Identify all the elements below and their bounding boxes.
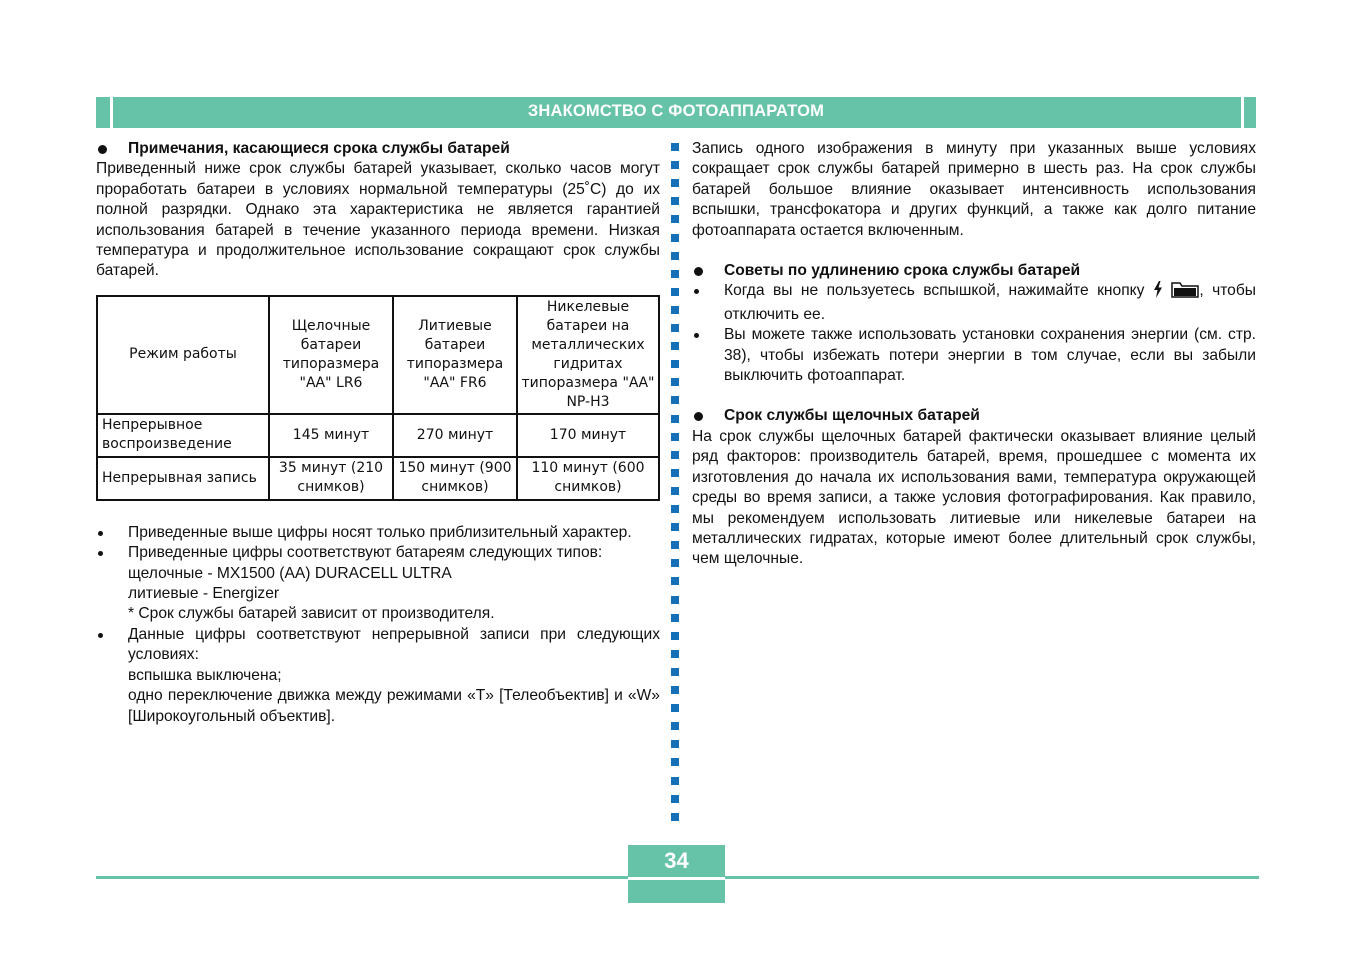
alkaline-heading: [692, 406, 1256, 426]
notes-list: [96, 523, 660, 727]
spacer: [692, 386, 1256, 406]
divider-dot: [671, 179, 679, 187]
divider-dot: [671, 360, 679, 368]
table-cell: 150 минут (900 снимков): [393, 457, 517, 500]
divider-dot: [671, 197, 679, 205]
list-item: [692, 281, 1256, 325]
left-column: [96, 139, 660, 727]
bullet-icon: [98, 633, 103, 638]
divider-dot: [671, 758, 679, 766]
tips-heading-text: Советы по удлинению срока службы батарей: [724, 262, 1081, 280]
divider-dot: [671, 795, 679, 803]
note-line: одно переключение движка между режимами «T» [Телеобъектив] и «W» [Широкоугольный объектив].: [128, 687, 660, 725]
table-row: [97, 414, 659, 457]
battery-life-table: [96, 295, 660, 501]
divider-dot: [671, 252, 679, 260]
bullet-icon: [98, 145, 107, 154]
table-header-row: [97, 296, 659, 414]
right-column: [692, 139, 1256, 570]
table-header-cell: Литиевые батареи типоразмера "АА" FR6: [393, 296, 517, 414]
divider-dot: [671, 704, 679, 712]
divider-dot: [671, 813, 679, 821]
divider-dot: [671, 541, 679, 549]
divider-dot: [671, 596, 679, 604]
divider-dot: [671, 215, 679, 223]
note-line: щелочные - MX1500 (AA) DURACELL ULTRA: [128, 564, 452, 582]
divider-dot: [671, 505, 679, 513]
divider-dot: [671, 577, 679, 585]
divider-dot: [671, 378, 679, 386]
divider-dot: [671, 143, 679, 151]
tips-list: [692, 281, 1256, 386]
section-header: [96, 97, 1256, 128]
divider-dot: [671, 777, 679, 785]
table-header-cell: Щелочные батареи типоразмера "АА" LR6: [269, 296, 393, 414]
battery-notes-heading: [96, 139, 660, 159]
divider-dot: [671, 451, 679, 459]
tip-text: [724, 281, 1256, 325]
bullet-icon: [694, 267, 703, 276]
battery-intro-paragraph: Приведенный ниже срок службы батарей указывает, сколько часов могут проработать батареи в условиях нормальной температуры (25˚С) до их полной разрядки. Однако эта характеристика не является гарантией использования батарей в течение указанного периода времени. Низкая температура и продолжительное использование сокращают срок службы батарей.: [96, 160, 660, 280]
bullet-icon: [98, 531, 103, 536]
note-line: вспышка выключена;: [128, 666, 282, 684]
tip-text-after: , чтобы отключить ее.: [724, 282, 1256, 323]
table-row: [97, 457, 659, 500]
divider-dot: [671, 614, 679, 622]
spacer: [96, 501, 660, 523]
divider-dot: [671, 487, 679, 495]
divider-dot: [671, 668, 679, 676]
divider-dot: [671, 632, 679, 640]
divider-dot: [671, 523, 679, 531]
spacer: [692, 241, 1256, 261]
divider-dot: [671, 270, 679, 278]
list-item: [96, 543, 660, 625]
table-cell: 110 минут (600 снимков): [517, 457, 659, 500]
divider-dot: [671, 396, 679, 404]
table-row-label: Непрерывное воспроизведение: [97, 414, 269, 457]
table-header-cell: Никелевые батареи на металлических гидритах типоразмера "АА" NP-H3: [517, 296, 659, 414]
list-item: [96, 523, 660, 543]
bullet-icon: [694, 289, 699, 294]
table-row-label: Непрерывная запись: [97, 457, 269, 500]
bullet-icon: [694, 333, 699, 338]
flash-icon: [1153, 281, 1163, 304]
battery-notes-heading-text: Примечания, касающиеся срока службы батарей: [128, 140, 510, 157]
divider-dot: [671, 686, 679, 694]
page-box-separator: [628, 877, 725, 880]
note-line: Приведенные выше цифры носят только приблизительный характер.: [128, 523, 632, 541]
usage-paragraph: Запись одного изображения в минуту при указанных выше условиях сокращает срок службы батарей примерно в шесть раз. На срок службы батарей большое влияние оказывает интенсивность использования вспышки, трансфокатора и других функций, а также как долго питание фотоаппарата остается включенным.: [692, 140, 1256, 239]
table-cell: 170 минут: [517, 414, 659, 457]
bullet-icon: [98, 551, 103, 556]
list-item: [96, 625, 660, 727]
tip-text-before: Когда вы не пользуетесь вспышкой, нажимайте кнопку: [724, 282, 1145, 300]
table-cell: 145 минут: [269, 414, 393, 457]
page-number-box: [628, 845, 725, 903]
divider-dot: [671, 415, 679, 423]
table-cell: 35 минут (210 снимков): [269, 457, 393, 500]
divider-dot: [671, 288, 679, 296]
divider-dot: [671, 433, 679, 441]
page-number: 34: [664, 848, 689, 873]
note-line: Данные цифры соответствуют непрерывной записи при следующих условиях:: [128, 625, 660, 664]
tip-text: Вы можете также использовать установки сохранения энергии (см. стр. 38), чтобы избежать потери энергии в том случае, если вы забыли выключить фотоаппарат.: [724, 326, 1256, 385]
table-header-cell: Режим работы: [97, 296, 269, 414]
divider-dot: [671, 559, 679, 567]
table-cell: 270 минут: [393, 414, 517, 457]
note-line: Приведенные цифры соответствуют батареям следующих типов:: [128, 544, 603, 562]
section-title: ЗНАКОМСТВО С ФОТОАППАРАТОМ: [527, 102, 825, 120]
divider-dot: [671, 650, 679, 658]
header-tick-right: [1241, 97, 1244, 128]
divider-dot: [671, 161, 679, 169]
alkaline-paragraph: На срок службы щелочных батарей фактически оказывает влияние целый ряд факторов: производитель батарей, время, прошедшее с момента их изготовления до начала их использования вами, температура окружающей среды во время записи, а также условия фотографирования. Как правило, мы рекомендуем использовать литиевые или никелевые батареи на металлических гидратах, которые имеют более длительный срок службы, чем щелочные.: [692, 427, 1256, 568]
alkaline-heading-text: Срок службы щелочных батарей: [724, 407, 980, 425]
divider-dot: [671, 324, 679, 332]
folder-icon: [1171, 282, 1199, 304]
divider-dot: [671, 342, 679, 350]
divider-dot: [671, 722, 679, 730]
divider-dot: [671, 740, 679, 748]
bullet-icon: [694, 412, 703, 421]
list-item: [692, 325, 1256, 386]
note-line: * Срок службы батарей зависит от производителя.: [128, 605, 495, 623]
divider-dot: [671, 234, 679, 242]
tips-heading: [692, 261, 1256, 281]
note-line: литиевые - Energizer: [128, 585, 280, 603]
divider-dot: [671, 469, 679, 477]
divider-dot: [671, 306, 679, 314]
column-divider: [671, 143, 679, 833]
